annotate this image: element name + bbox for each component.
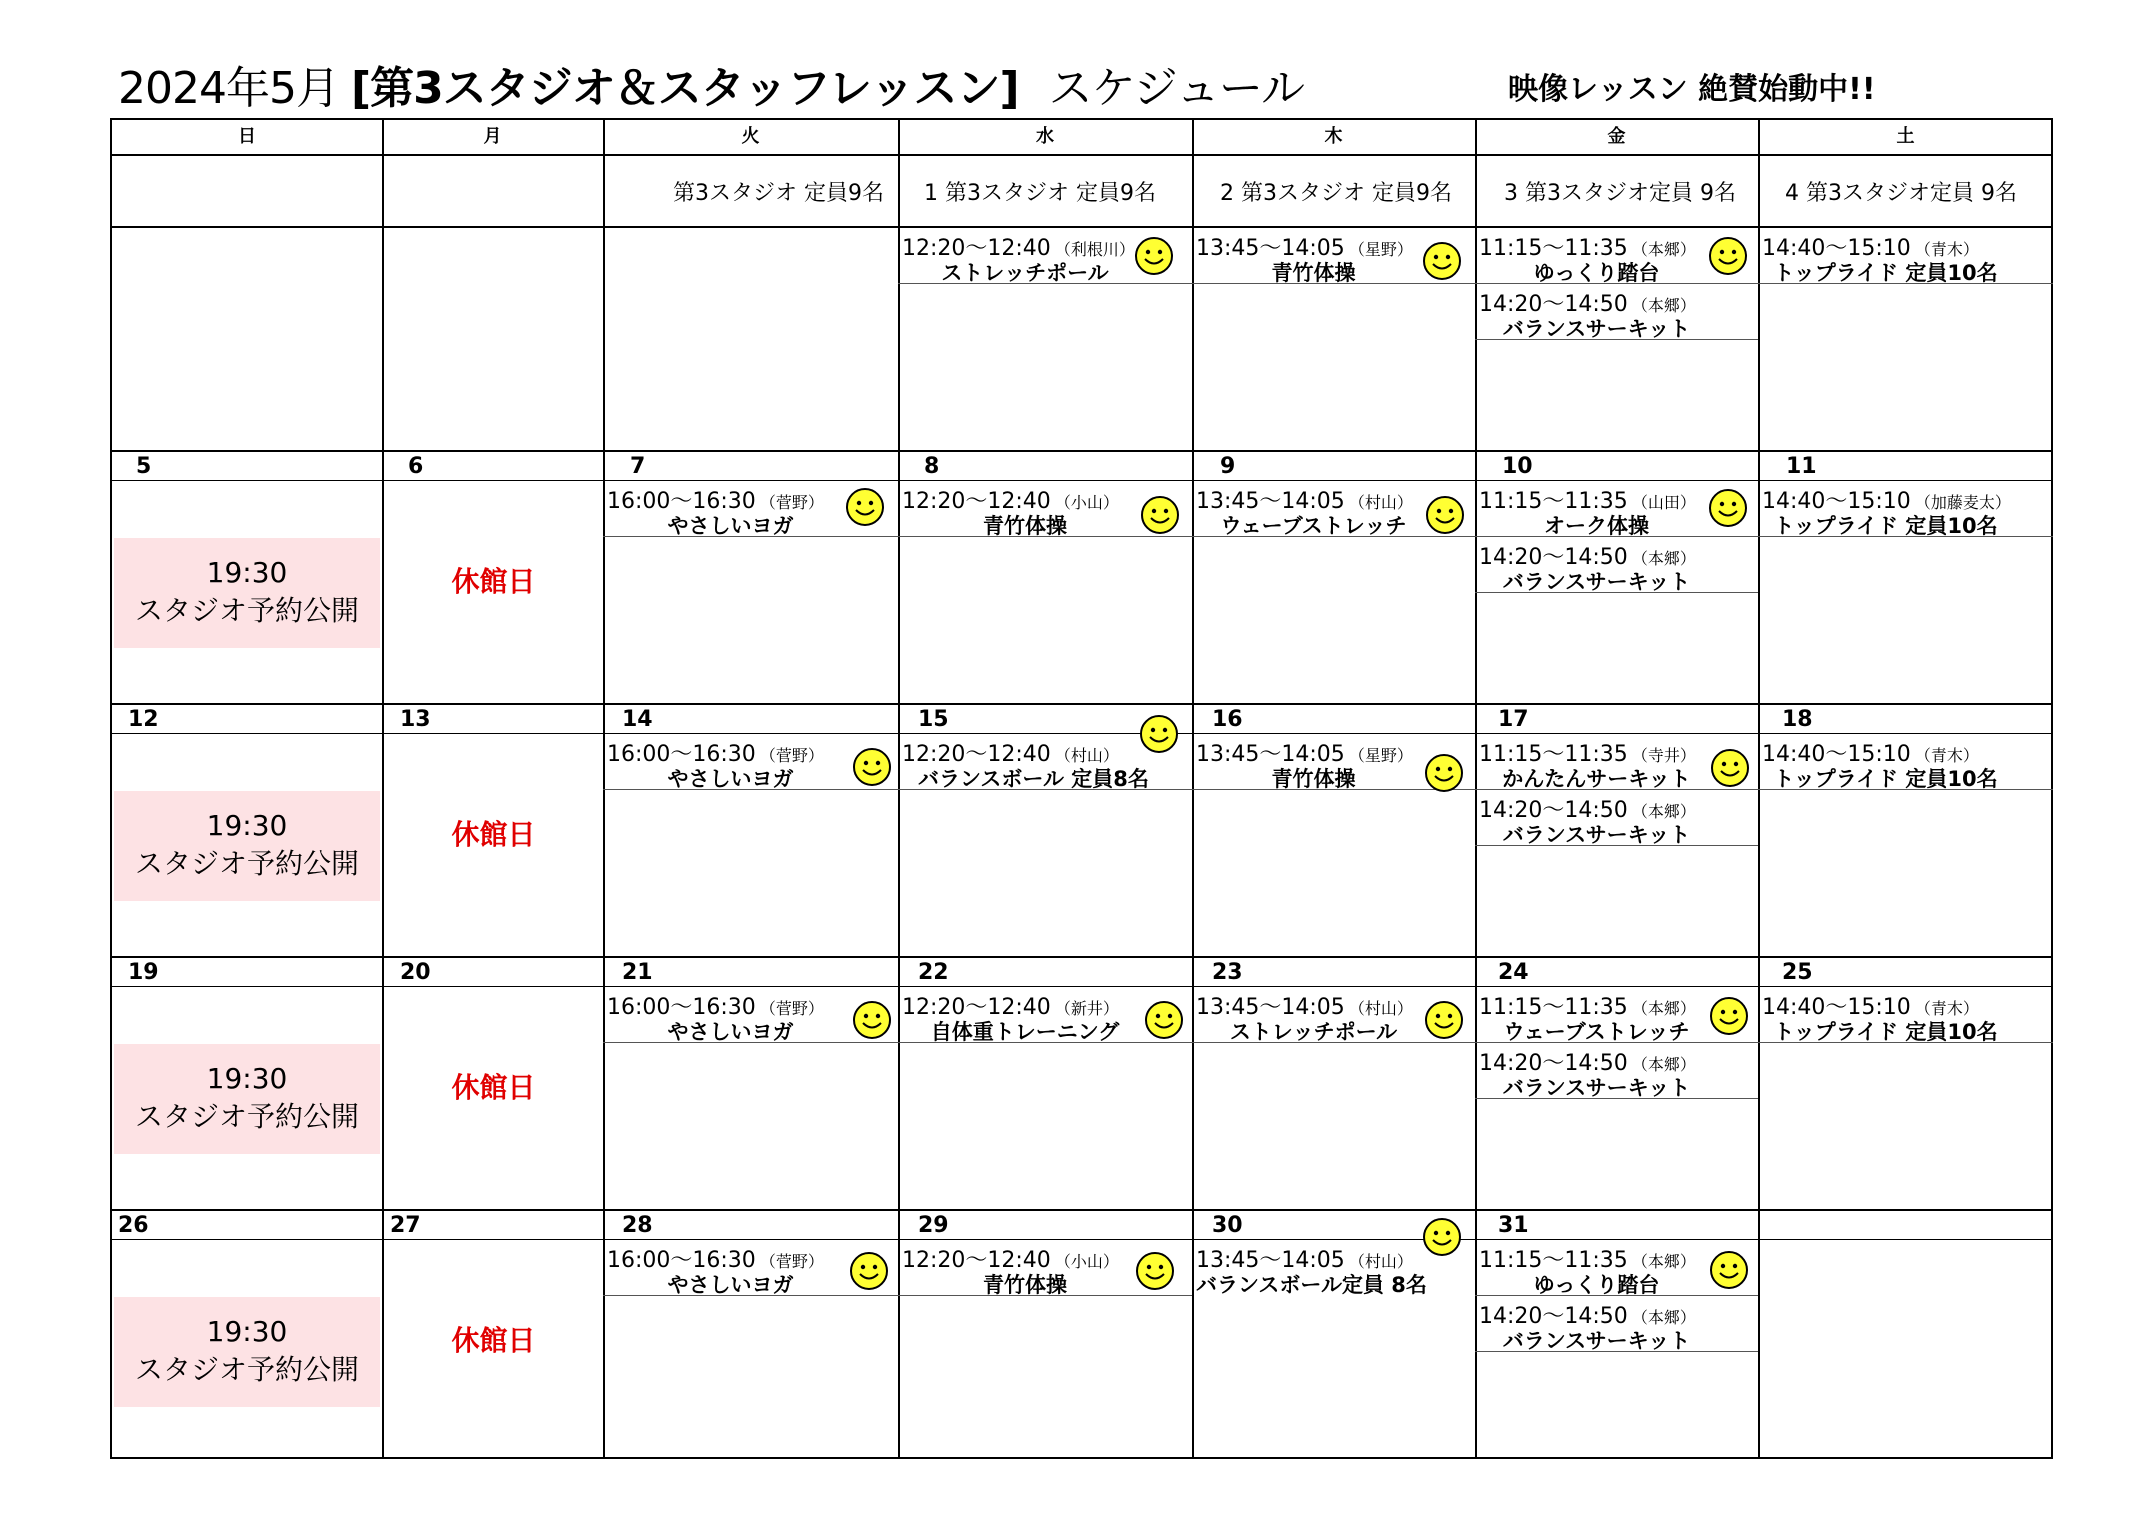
weekday-tue: 火 xyxy=(741,126,760,147)
date-number: 18 xyxy=(1782,707,1813,732)
closed-day-label: 休館日 xyxy=(451,818,536,851)
studio-capacity-fri: 3 第3スタジオ定員 9名 xyxy=(1504,181,1736,206)
date-number: 23 xyxy=(1212,960,1243,985)
lesson-time: 14:20〜14:50 （本郷） xyxy=(1479,1051,1696,1076)
date-number: 9 xyxy=(1220,454,1236,479)
lesson-name: トップライド 定員10名 xyxy=(1773,514,1998,538)
lesson-name: 青竹体操 xyxy=(983,514,1067,538)
lesson-time: 14:20〜14:50 （本郷） xyxy=(1479,292,1696,317)
title-schedule: スケジュール xyxy=(1048,63,1304,114)
lesson-time: 12:20〜12:40 （新井） xyxy=(902,995,1119,1020)
lesson-time: 12:20〜12:40 （村山） xyxy=(902,742,1119,767)
lesson-block[interactable] xyxy=(1475,284,1758,340)
date-number: 15 xyxy=(918,707,949,732)
title-date: 2024年5月 xyxy=(118,63,339,114)
date-number: 21 xyxy=(622,960,653,985)
lesson-name: ストレッチポール xyxy=(1229,1020,1398,1044)
lesson-block[interactable] xyxy=(1475,537,1758,593)
weekday-mon: 月 xyxy=(483,126,502,147)
lesson-name: 青竹体操 xyxy=(1271,767,1356,791)
date-number: 19 xyxy=(128,960,159,985)
smiley-icon xyxy=(1709,1250,1749,1290)
smiley-icon xyxy=(1139,714,1179,754)
lesson-time: 12:20〜12:40 （小山） xyxy=(902,489,1119,514)
closed-day-label: 休館日 xyxy=(451,1324,536,1357)
lesson-name: トップライド 定員10名 xyxy=(1773,1020,1998,1044)
smiley-icon xyxy=(1425,495,1465,535)
date-number: 7 xyxy=(630,454,646,479)
lesson-time: 14:20〜14:50 （本郷） xyxy=(1479,545,1696,570)
date-number: 8 xyxy=(924,454,940,479)
lesson-name: やさしいヨガ xyxy=(667,1020,794,1044)
smiley-icon xyxy=(845,487,885,527)
lesson-time: 16:00〜16:30 （菅野） xyxy=(607,742,824,767)
lesson-name: オーク体操 xyxy=(1544,514,1649,538)
smiley-icon xyxy=(1134,236,1174,276)
smiley-icon xyxy=(1144,1000,1184,1040)
lesson-block[interactable] xyxy=(1758,987,2053,1043)
lesson-block[interactable] xyxy=(1758,734,2053,790)
lesson-name: バランスサーキット xyxy=(1502,570,1691,594)
lesson-time: 11:15〜11:35 （寺井） xyxy=(1479,742,1696,767)
date-number: 31 xyxy=(1498,1213,1529,1238)
lesson-time: 11:15〜11:35 （山田） xyxy=(1479,489,1696,514)
smiley-icon xyxy=(1422,1217,1462,1257)
smiley-icon xyxy=(1424,753,1464,793)
lesson-name: バランスサーキット xyxy=(1502,317,1691,341)
smiley-icon xyxy=(852,1000,892,1040)
weekday-thu: 木 xyxy=(1324,126,1343,147)
date-number: 14 xyxy=(622,707,653,732)
closed-day-label: 休館日 xyxy=(451,565,536,598)
title-studio: [第3スタジオ＆スタッフレッスン] xyxy=(350,63,1019,114)
date-number: 30 xyxy=(1212,1213,1243,1238)
lesson-name: やさしいヨガ xyxy=(667,767,794,791)
lesson-name: バランスサーキット xyxy=(1502,1076,1691,1100)
date-number: 10 xyxy=(1502,454,1533,479)
date-number: 20 xyxy=(400,960,431,985)
studio-reservation-note: 19:30 スタジオ予約公開 xyxy=(114,1044,380,1154)
studio-capacity-thu: 2 第3スタジオ 定員9名 xyxy=(1220,181,1452,206)
lesson-time: 14:40〜15:10 （加藤麦太） xyxy=(1762,489,2011,514)
lesson-time: 12:20〜12:40 （小山） xyxy=(902,1248,1119,1273)
weekday-sat: 土 xyxy=(1896,126,1915,147)
lesson-name: やさしいヨガ xyxy=(667,1273,794,1297)
lesson-time: 16:00〜16:30 （菅野） xyxy=(607,995,824,1020)
studio-capacity-wed: 1 第3スタジオ 定員9名 xyxy=(924,181,1156,206)
lesson-name: 青竹体操 xyxy=(983,1273,1067,1297)
lesson-name: ゆっくり踏台 xyxy=(1533,1273,1660,1297)
lesson-block[interactable] xyxy=(1758,228,2053,284)
lesson-name: ウェーブストレッチ xyxy=(1220,514,1407,538)
date-number: 26 xyxy=(118,1213,149,1238)
lesson-time: 13:45〜14:05 （村山） xyxy=(1196,995,1413,1020)
lesson-time: 13:45〜14:05 （村山） xyxy=(1196,489,1413,514)
lesson-name: ゆっくり踏台 xyxy=(1533,261,1660,285)
lesson-block[interactable] xyxy=(1758,481,2053,537)
date-number: 5 xyxy=(136,454,152,479)
smiley-icon xyxy=(1710,748,1750,788)
lesson-time: 12:20〜12:40 （利根川） xyxy=(902,236,1135,261)
smiley-icon xyxy=(1709,996,1749,1036)
date-number: 6 xyxy=(408,454,424,479)
studio-reservation-note: 19:30 スタジオ予約公開 xyxy=(114,538,380,648)
smiley-icon xyxy=(1135,1251,1175,1291)
lesson-time: 11:15〜11:35 （本郷） xyxy=(1479,995,1696,1020)
lesson-name: かんたんサーキット xyxy=(1502,767,1691,791)
date-number: 27 xyxy=(390,1213,421,1238)
page-title xyxy=(118,52,1304,116)
lesson-block[interactable] xyxy=(1475,1296,1758,1352)
date-number: 25 xyxy=(1782,960,1813,985)
weekday-fri: 金 xyxy=(1607,126,1626,147)
smiley-icon xyxy=(1422,241,1462,281)
smiley-icon xyxy=(1708,488,1748,528)
lesson-time: 16:00〜16:30 （菅野） xyxy=(607,489,824,514)
smiley-icon xyxy=(1140,495,1180,535)
lesson-name: バランスボール定員 8名 xyxy=(1196,1273,1427,1297)
studio-reservation-note: 19:30 スタジオ予約公開 xyxy=(114,791,380,901)
lesson-name: トップライド 定員10名 xyxy=(1773,261,1998,285)
smiley-icon xyxy=(849,1251,889,1291)
smiley-icon xyxy=(1708,236,1748,276)
studio-reservation-note: 19:30 スタジオ予約公開 xyxy=(114,1297,380,1407)
lesson-name: ウェーブストレッチ xyxy=(1503,1020,1690,1044)
date-number: 22 xyxy=(918,960,949,985)
lesson-time: 13:45〜14:05 （星野） xyxy=(1196,236,1413,261)
lesson-time: 14:40〜15:10 （青木） xyxy=(1762,995,1979,1020)
date-number: 13 xyxy=(400,707,431,732)
lesson-time: 13:45〜14:05 （星野） xyxy=(1196,742,1413,767)
date-number: 11 xyxy=(1786,454,1817,479)
studio-capacity-tue: 第3スタジオ 定員9名 xyxy=(673,181,884,206)
lesson-name: ストレッチポール xyxy=(941,261,1109,285)
lesson-time: 14:20〜14:50 （本郷） xyxy=(1479,798,1696,823)
lesson-time: 11:15〜11:35 （本郷） xyxy=(1479,1248,1696,1273)
lesson-name: バランスボール 定員8名 xyxy=(918,767,1149,791)
weekday-sun: 日 xyxy=(238,126,256,147)
lesson-name: バランスサーキット xyxy=(1502,1329,1691,1353)
date-number: 29 xyxy=(918,1213,949,1238)
date-number: 24 xyxy=(1498,960,1529,985)
lesson-time: 14:40〜15:10 （青木） xyxy=(1762,742,1979,767)
lesson-time: 14:20〜14:50 （本郷） xyxy=(1479,1304,1696,1329)
smiley-icon xyxy=(1424,1000,1464,1040)
studio-capacity-sat: 4 第3スタジオ定員 9名 xyxy=(1785,181,2017,206)
date-number: 16 xyxy=(1212,707,1243,732)
lesson-time: 16:00〜16:30 （菅野） xyxy=(607,1248,824,1273)
lesson-time: 11:15〜11:35 （本郷） xyxy=(1479,236,1696,261)
lesson-name: 青竹体操 xyxy=(1271,261,1356,285)
lesson-block[interactable] xyxy=(1475,1043,1758,1099)
lesson-name: バランスサーキット xyxy=(1502,823,1691,847)
lesson-time: 14:40〜15:10 （青木） xyxy=(1762,236,1979,261)
lesson-block[interactable] xyxy=(1475,790,1758,846)
date-number: 28 xyxy=(622,1213,653,1238)
date-number: 17 xyxy=(1498,707,1529,732)
weekday-wed: 水 xyxy=(1036,126,1054,147)
lesson-time: 13:45〜14:05 （村山） xyxy=(1196,1248,1413,1273)
smiley-icon xyxy=(852,747,892,787)
lesson-name: やさしいヨガ xyxy=(667,514,794,538)
calendar-grid xyxy=(110,118,2053,1459)
date-number: 12 xyxy=(128,707,159,732)
closed-day-label: 休館日 xyxy=(451,1071,536,1104)
lesson-name: 自体重トレーニング xyxy=(930,1020,1120,1044)
lesson-name: トップライド 定員10名 xyxy=(1773,767,1998,791)
promo-text: 映像レッスン 絶賛始動中!! xyxy=(1508,72,1876,107)
